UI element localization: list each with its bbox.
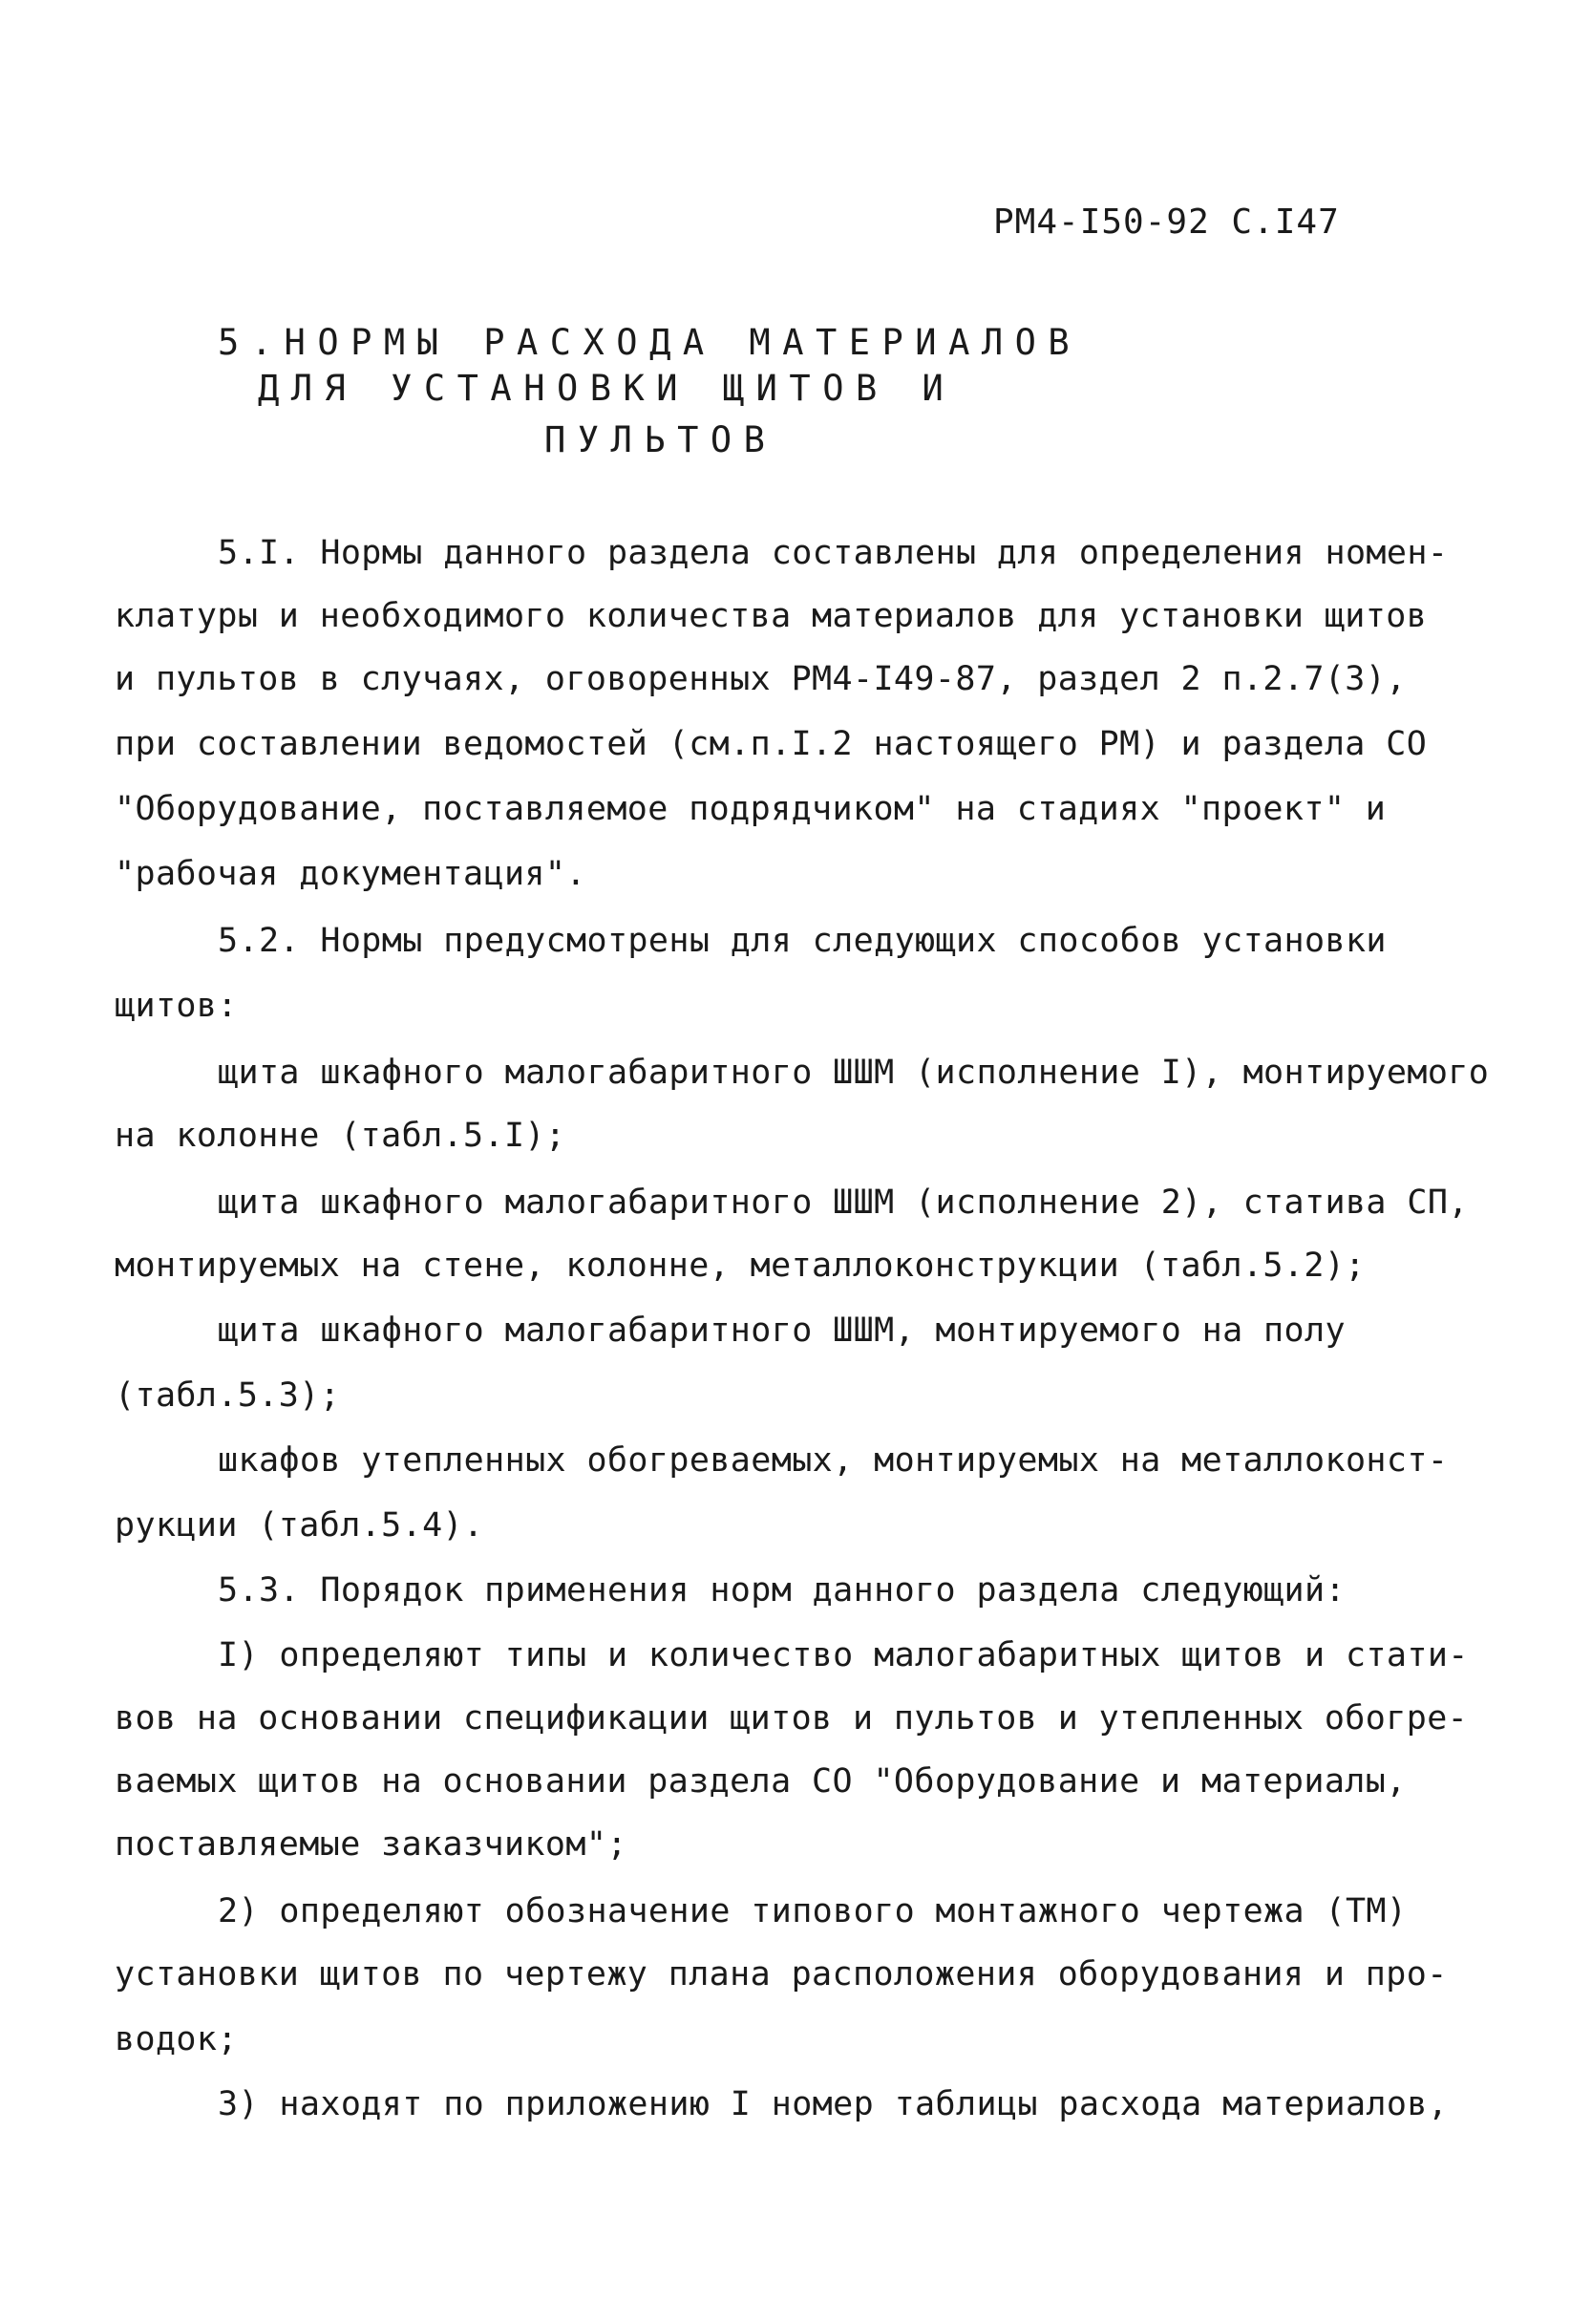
paragraph-line: ваемых щитов на основании раздела СО "Оборудование и материалы, xyxy=(115,1762,1407,1801)
paragraph-line: и пультов в случаях, оговоренных РМ4-I49-87, раздел 2 п.2.7(3), xyxy=(115,660,1407,698)
paragraph-line: "рабочая документация". xyxy=(115,855,586,893)
paragraph-line: щита шкафного малогабаритного ШШМ (исполнение I), монтируемого xyxy=(218,1054,1490,1092)
paragraph-line: щита шкафного малогабаритного ШШМ (исполнение 2), статива СП, xyxy=(218,1183,1469,1222)
paragraph-line: на колонне (табл.5.I); xyxy=(115,1117,566,1155)
paragraph-line: I) определяют типы и количество малогабаритных щитов и стати- xyxy=(218,1636,1469,1674)
paragraph-line: шкафов утепленных обогреваемых, монтируемых на металлоконст- xyxy=(218,1441,1449,1480)
paragraph-line: монтируемых на стене, колонне, металлоконструкции (табл.5.2); xyxy=(115,1247,1366,1285)
paragraph-line: водок; xyxy=(115,2020,238,2058)
section-title-line-3: ПУЛЬТОВ xyxy=(544,419,777,460)
paragraph-line: клатуры и необходимого количества материалов для установки щитов xyxy=(115,597,1428,635)
paragraph-line: 2) определяют обозначение типового монтажного чертежа (ТМ) xyxy=(218,1892,1408,1930)
section-title-line-1: 5.НОРМЫ РАСХОДА МАТЕРИАЛОВ xyxy=(218,322,1082,363)
paragraph-line: поставляемые заказчиком"; xyxy=(115,1825,627,1864)
paragraph-line: щита шкафного малогабаритного ШШМ, монтируемого на полу xyxy=(218,1311,1346,1350)
paragraph-line: (табл.5.3); xyxy=(115,1376,341,1415)
paragraph-line: рукции (табл.5.4). xyxy=(115,1506,484,1545)
page-code: РМ4-I50-92 С.I47 xyxy=(993,203,1340,242)
paragraph-line: "Оборудование, поставляемое подрядчиком" на стадиях "проект" и xyxy=(115,790,1387,828)
paragraph-line: при составлении ведомостей (см.п.I.2 настоящего РМ) и раздела СО xyxy=(115,725,1428,763)
paragraph-line: вов на основании спецификации щитов и пультов и утепленных обогре- xyxy=(115,1699,1469,1738)
paragraph-line: 3) находят по приложению I номер таблицы расхода материалов, xyxy=(218,2085,1449,2123)
paragraph-line: установки щитов по чертежу плана расположения оборудования и про- xyxy=(115,1955,1448,1994)
paragraph-line: щитов: xyxy=(115,987,238,1025)
paragraph-line: 5.2. Нормы предусмотрены для следующих способов установки xyxy=(218,922,1387,960)
paragraph-line: 5.3. Порядок применения норм данного раздела следующий: xyxy=(218,1571,1346,1610)
paragraph-line: 5.I. Нормы данного раздела составлены для определения номен- xyxy=(218,534,1449,572)
section-title-line-2: ДЛЯ УСТАНОВКИ ЩИТОВ И xyxy=(258,368,956,409)
